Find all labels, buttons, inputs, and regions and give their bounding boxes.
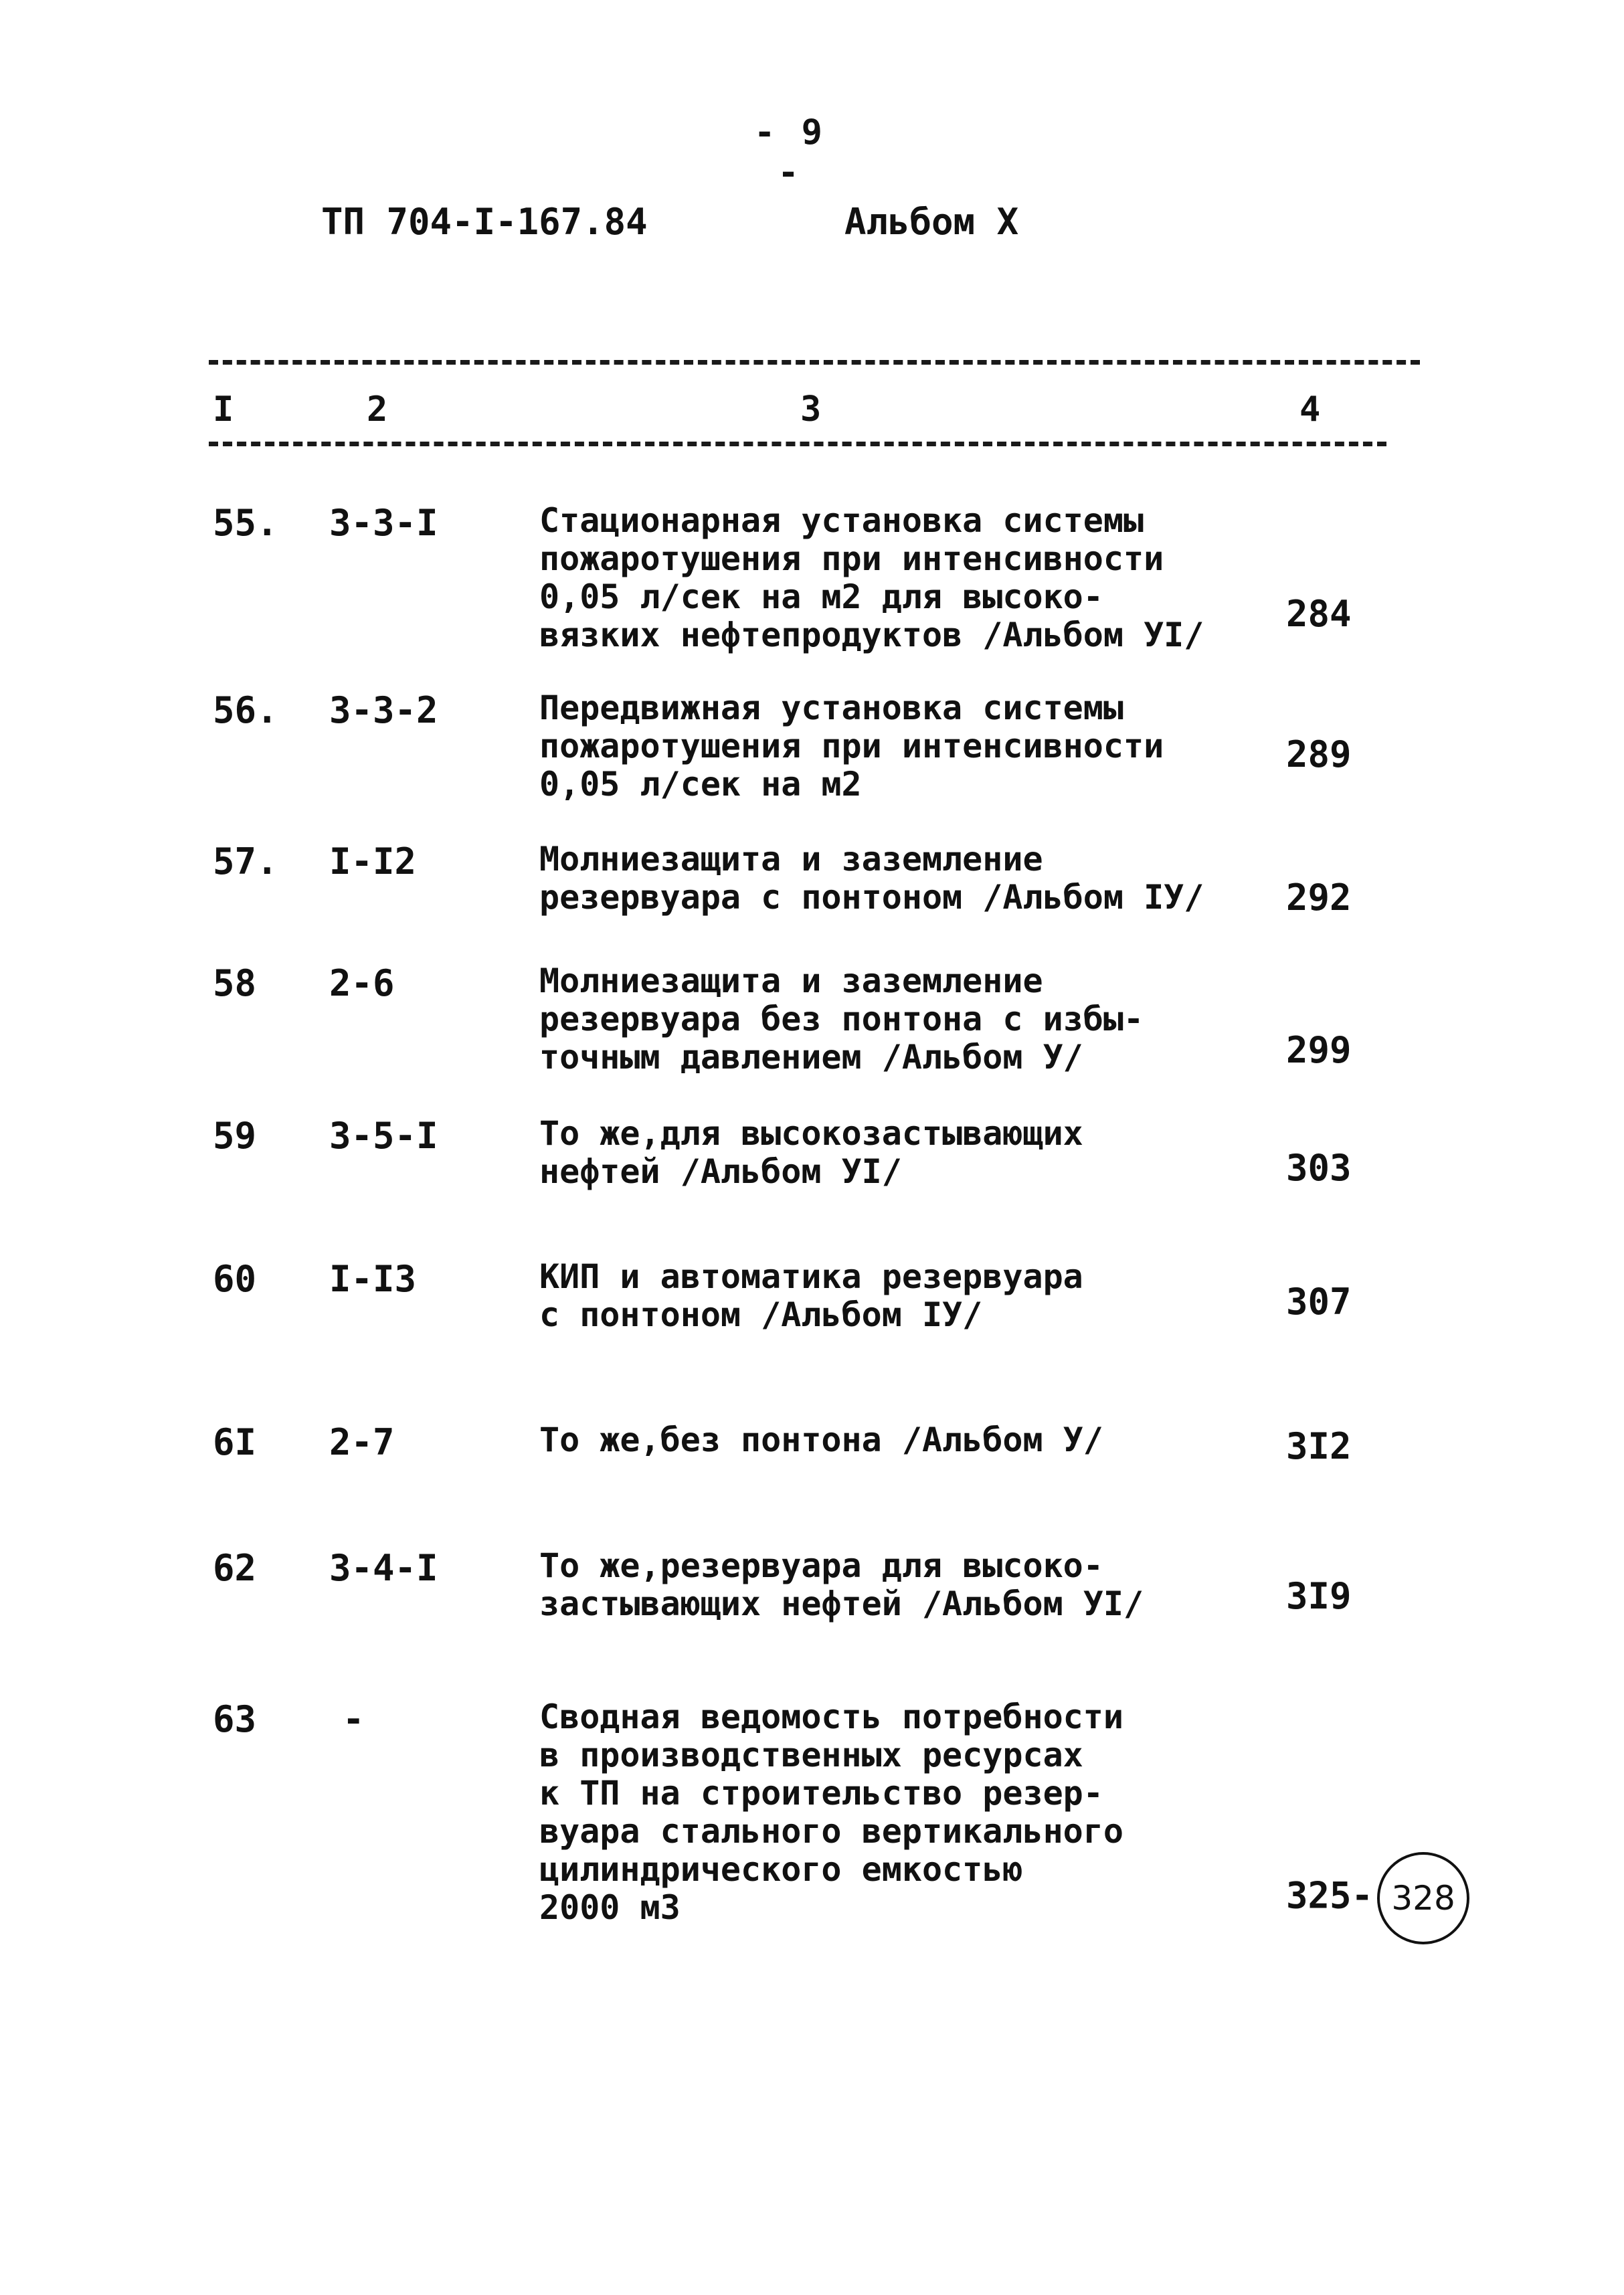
row-description xyxy=(539,1421,1208,1459)
album-label: Альбом X xyxy=(844,201,1019,243)
row-code: 3-5-I xyxy=(329,1115,438,1157)
description-line: точным давлением /Альбом У/ xyxy=(539,1038,1083,1077)
row-number: 55. xyxy=(213,502,278,544)
column-header-1: I xyxy=(213,389,234,430)
row-page: 292 xyxy=(1286,877,1352,919)
description-line: КИП и автоматика резервуара xyxy=(539,1257,1083,1296)
description-line: Передвижная установка системы xyxy=(539,688,1123,727)
row-page: 289 xyxy=(1286,733,1352,775)
page-stamp: 328 xyxy=(1377,1852,1469,1944)
row-number: 56. xyxy=(213,689,278,731)
row-page: 3I9 xyxy=(1286,1575,1352,1617)
table-header-rule xyxy=(209,442,1386,446)
description-line: 0,05 л/сек на м2 для высоко- xyxy=(539,577,1103,616)
row-number: 62 xyxy=(213,1547,257,1589)
row-number: 58 xyxy=(213,962,257,1004)
row-page: 307 xyxy=(1286,1281,1352,1323)
description-line: 0,05 л/сек на м2 xyxy=(539,765,862,804)
description-line: к ТП на строительство резер- xyxy=(539,1774,1103,1813)
row-page: 299 xyxy=(1286,1029,1352,1071)
row-number: 59 xyxy=(213,1115,257,1157)
description-line: с понтоном /Альбом IУ/ xyxy=(539,1295,983,1334)
row-code: I-I2 xyxy=(329,840,417,883)
row-code: 2-6 xyxy=(329,962,395,1004)
row-page: 3I2 xyxy=(1286,1425,1352,1467)
description-line: в производственных ресурсах xyxy=(539,1736,1083,1774)
row-code: 3-4-I xyxy=(329,1547,438,1589)
description-line: Молниезащита и заземление xyxy=(539,840,1043,879)
description-line: цилиндрического емкостью xyxy=(539,1850,1023,1889)
column-header-2: 2 xyxy=(367,389,388,430)
description-line: пожаротушения при интенсивности xyxy=(539,539,1164,578)
row-code: - xyxy=(343,1698,365,1740)
row-code: 3-3-I xyxy=(329,502,438,544)
row-description xyxy=(539,1115,1208,1191)
row-description xyxy=(539,689,1208,804)
row-code: 2-7 xyxy=(329,1421,395,1463)
row-page-value: 325- xyxy=(1286,1874,1374,1917)
column-header-4: 4 xyxy=(1299,389,1321,430)
description-line: резервуара без понтона с избы- xyxy=(539,1000,1144,1038)
row-number: 57. xyxy=(213,840,278,883)
row-page: 284 xyxy=(1286,593,1352,635)
description-line: резервуара с понтоном /Альбом IУ/ xyxy=(539,878,1204,917)
row-page: 303 xyxy=(1286,1147,1352,1189)
row-description xyxy=(539,1258,1208,1334)
page-number: - 9 - xyxy=(754,112,825,193)
table-top-rule xyxy=(209,360,1420,365)
row-description xyxy=(539,1698,1208,1927)
document-code: ТП 704-I-167.84 xyxy=(321,201,648,243)
description-line: вязких нефтепродуктов /Альбом УI/ xyxy=(539,616,1204,654)
description-line: Стационарная установка системы xyxy=(539,501,1144,540)
row-code: I-I3 xyxy=(329,1258,417,1300)
row-number: 6I xyxy=(213,1421,257,1463)
description-line: нефтей /Альбом УI/ xyxy=(539,1152,902,1191)
row-number: 60 xyxy=(213,1258,257,1300)
description-line: пожаротушения при интенсивности xyxy=(539,727,1164,765)
description-line: 2000 м3 xyxy=(539,1888,681,1927)
row-description xyxy=(539,962,1208,1077)
row-description xyxy=(539,840,1208,917)
column-header-3: 3 xyxy=(800,389,822,430)
description-line: Сводная ведомость потребности xyxy=(539,1697,1123,1736)
row-number: 63 xyxy=(213,1698,257,1740)
description-line: То же,для высокозастывающих xyxy=(539,1114,1083,1153)
description-line: Молниезащита и заземление xyxy=(539,961,1043,1000)
description-line: То же,без понтона /Альбом У/ xyxy=(539,1420,1103,1459)
row-page xyxy=(1286,1852,1469,1944)
row-description xyxy=(539,502,1208,654)
description-line: застывающих нефтей /Альбом УI/ xyxy=(539,1584,1144,1623)
description-line: То же,резервуара для высоко- xyxy=(539,1546,1103,1585)
row-code: 3-3-2 xyxy=(329,689,438,731)
row-description xyxy=(539,1547,1208,1623)
description-line: вуара стального вертикального xyxy=(539,1812,1123,1851)
